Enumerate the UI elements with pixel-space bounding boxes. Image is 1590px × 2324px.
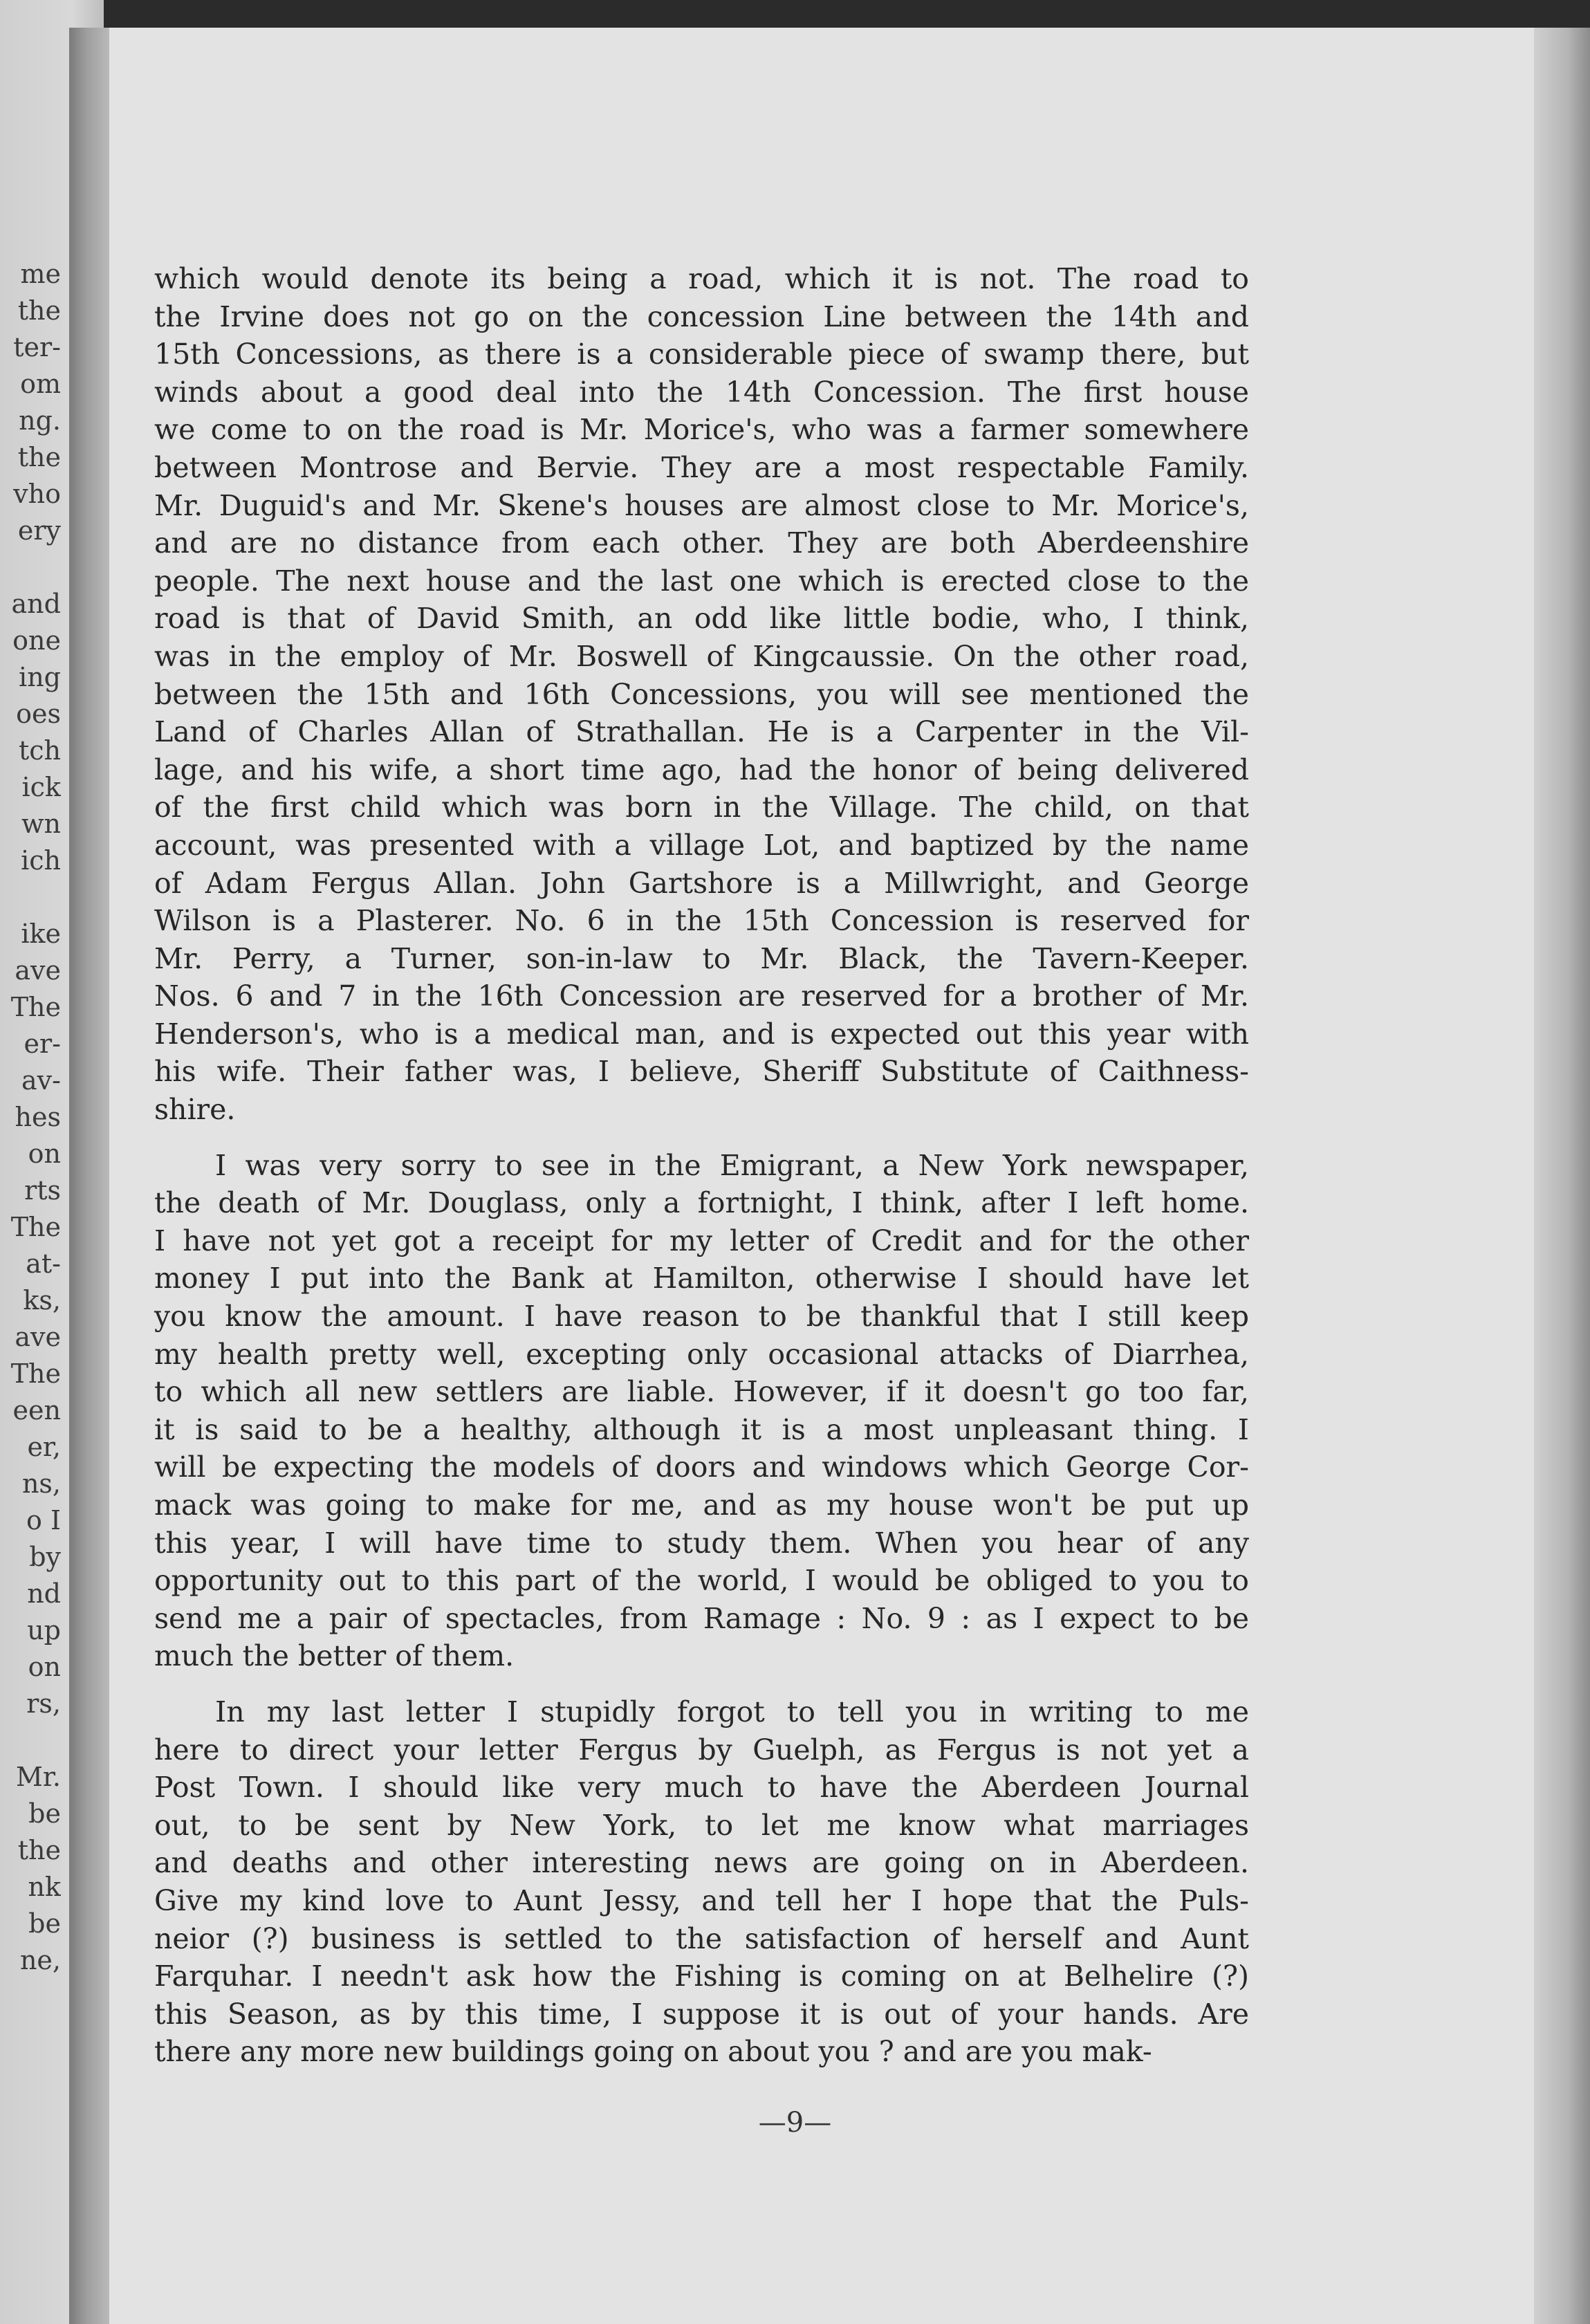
facing-page-fragment: er, [27, 1432, 61, 1462]
text-line: send me a pair of spectacles, from Ramage : No. 9 : as I expect to be [154, 1601, 1249, 1635]
facing-page-fragment: rs, [26, 1688, 61, 1719]
body-text [154, 260, 1249, 2089]
text-line: Farquhar. I needn't ask how the Fishing is coming on at Belhelire (?) [154, 1959, 1249, 1993]
facing-page-fragment [0, 1722, 61, 1759]
facing-page-fragment: at- [26, 1248, 61, 1279]
text-line: account, was presented with a village Lot, and baptized by the name [154, 828, 1249, 862]
facing-page-fragment: wn [21, 809, 61, 839]
facing-page-fragment: me [20, 259, 61, 289]
text-line: here to direct your letter Fergus by Guelph, as Fergus is not yet a [154, 1733, 1249, 1767]
facing-page-fragment: be [28, 1908, 61, 1939]
facing-page-fragment: by [29, 1542, 61, 1572]
facing-page-fragment: een [12, 1395, 61, 1426]
text-line: Post Town. I should like very much to have the Aberdeen Journal [154, 1771, 1249, 1805]
paragraph [154, 1693, 1249, 2071]
facing-page-fragment: av- [21, 1065, 61, 1096]
text-line: Mr. Duguid's and Mr. Skene's houses are almost close to Mr. Morice's, [154, 488, 1249, 522]
text-line: money I put into the Bank at Hamilton, otherwise I should have let [154, 1262, 1249, 1295]
paragraph [154, 260, 1249, 1129]
text-line: of Adam Fergus Allan. John Gartshore is a Millwright, and George [154, 866, 1249, 900]
facing-page-fragment: the [17, 295, 61, 326]
text-line: people. The next house and the last one which is erected close to the [154, 564, 1249, 598]
facing-page-fragment: ery [17, 515, 61, 546]
text-line: mack was going to make for me, and as my house won't be put up [154, 1488, 1249, 1522]
text-line: much the better of them. [154, 1639, 515, 1673]
page-edge [1534, 28, 1590, 2324]
facing-page-fragment [0, 549, 61, 586]
facing-page-fragment: the [17, 442, 61, 472]
facing-page-fragment: ne, [19, 1945, 61, 1975]
text-line: we come to on the road is Mr. Morice's, who was a farmer somewhere [154, 413, 1249, 447]
facing-page-fragment: on [28, 1138, 61, 1169]
facing-page-fragment: ick [21, 772, 61, 802]
facing-page-fragment: ns, [21, 1468, 61, 1499]
facing-page-fragment: The [10, 992, 61, 1022]
facing-page-fragment: ng. [19, 405, 61, 436]
text-line: 15th Concessions, as there is a considerable piece of swamp there, but [154, 338, 1249, 371]
text-line: neior (?) business is settled to the satisfaction of herself and Aunt [154, 1921, 1249, 1955]
text-line: I was very sorry to see in the Emigrant, a New York newspaper, [215, 1148, 1249, 1182]
text-line: this Season, as by this time, I suppose it is out of your hands. Are [154, 1997, 1249, 2031]
text-line: opportunity out to this part of the world, I would be obliged to you to [154, 1564, 1249, 1598]
text-line: my health pretty well, excepting only occasional attacks of Diarrhea, [154, 1337, 1249, 1371]
facing-page-fragment: one [12, 625, 61, 656]
text-line: out, to be sent by New York, to let me know what marriages [154, 1808, 1249, 1842]
text-line: and deaths and other interesting news are going on in Aberdeen. [154, 1846, 1249, 1880]
facing-page-fragment: ing [19, 662, 61, 692]
facing-page-fragment: om [20, 369, 61, 399]
text-line: to which all new settlers are liable. However, if it doesn't go too far, [154, 1375, 1249, 1409]
text-line: I have not yet got a receipt for my letter of Credit and for the other [154, 1224, 1249, 1257]
text-line: you know the amount. I have reason to be thankful that I still keep [154, 1300, 1249, 1334]
text-line: was in the employ of Mr. Boswell of Kingcaussie. On the other road, [154, 639, 1249, 673]
text-line: and are no distance from each other. They are both Aberdeenshire [154, 526, 1249, 560]
facing-page-fragment [0, 879, 61, 916]
text-line: of the first child which was born in the Village. The child, on that [154, 791, 1249, 824]
facing-page-fragment: vho [13, 479, 61, 509]
facing-page-fragment: ave [15, 955, 61, 986]
text-line: Henderson's, who is a medical man, and is expected out this year with [154, 1017, 1249, 1051]
paragraph [154, 1147, 1249, 1675]
facing-page-fragment: Mr. [16, 1762, 61, 1792]
facing-page-fragment: tch [18, 735, 61, 766]
text-line: it is said to be a healthy, although it is a most unpleasant thing. I [154, 1412, 1249, 1446]
text-line: the Irvine does not go on the concession Line between the 14th and [154, 299, 1249, 333]
facing-page-fragment: ave [15, 1322, 61, 1352]
text-line: Mr. Perry, a Turner, son-in-law to Mr. Black, the Tavern-Keeper. [154, 941, 1249, 975]
text-line: road is that of David Smith, an odd like little bodie, who, I think, [154, 602, 1249, 636]
facing-page-fragment: oes [16, 699, 61, 729]
facing-page-fragment: The [10, 1212, 61, 1242]
facing-page-fragment: be [28, 1798, 61, 1829]
text-line: Nos. 6 and 7 in the 16th Concession are reserved for a brother of Mr. [154, 979, 1249, 1013]
facing-page-fragment: ike [21, 919, 61, 949]
facing-page-fragment: nk [28, 1872, 61, 1902]
facing-page-fragment: rts [24, 1175, 61, 1206]
facing-page-fragment: and [11, 589, 61, 619]
text-line: this year, I will have time to study them. When you hear of any [154, 1526, 1249, 1560]
facing-page-fragment: on [28, 1652, 61, 1682]
text-line: Land of Charles Allan of Strathallan. He is a Carpenter in the Vil- [154, 715, 1249, 749]
text-line: the death of Mr. Douglass, only a fortnight, I think, after I left home. [154, 1186, 1249, 1220]
text-line: which would denote its being a road, which it is not. The road to [154, 262, 1249, 295]
facing-page-fragment: hes [15, 1102, 61, 1132]
facing-page-fragment: o I [26, 1505, 61, 1536]
facing-page-fragment: the [17, 1835, 61, 1865]
facing-page-fragment: ter- [13, 332, 61, 362]
text-line: his wife. Their father was, I believe, Sheriff Substitute of Caithness- [154, 1055, 1249, 1089]
facing-page-fragment: er- [24, 1029, 61, 1059]
facing-page-text-fragments [0, 256, 61, 1979]
text-line: Wilson is a Plasterer. No. 6 in the 15th Concession is reserved for [154, 904, 1249, 938]
facing-page-fragment: The [10, 1358, 61, 1389]
text-line: there any more new buildings going on about you ? and are you mak- [154, 2035, 1152, 2069]
text-line: between Montrose and Bervie. They are a most respectable Family. [154, 450, 1249, 484]
book-spine-shadow [69, 28, 112, 2324]
text-line: will be expecting the models of doors and windows which George Cor- [154, 1450, 1249, 1484]
page-number: —9— [758, 2107, 832, 2139]
facing-page-fragment: nd [27, 1578, 61, 1609]
text-line: shire. [154, 1093, 236, 1127]
facing-page-fragment: ich [21, 845, 61, 876]
text-line: winds about a good deal into the 14th Concession. The first house [154, 375, 1249, 409]
facing-page-fragment: up [27, 1615, 61, 1645]
text-line: lage, and his wife, a short time ago, had the honor of being delivered [154, 753, 1249, 786]
text-line: between the 15th and 16th Concessions, you will see mentioned the [154, 677, 1249, 711]
text-line: In my last letter I stupidly forgot to tell you in writing to me [215, 1695, 1249, 1728]
text-line: Give my kind love to Aunt Jessy, and tell her I hope that the Puls- [154, 1883, 1249, 1917]
facing-page-fragment: ks, [23, 1285, 61, 1316]
